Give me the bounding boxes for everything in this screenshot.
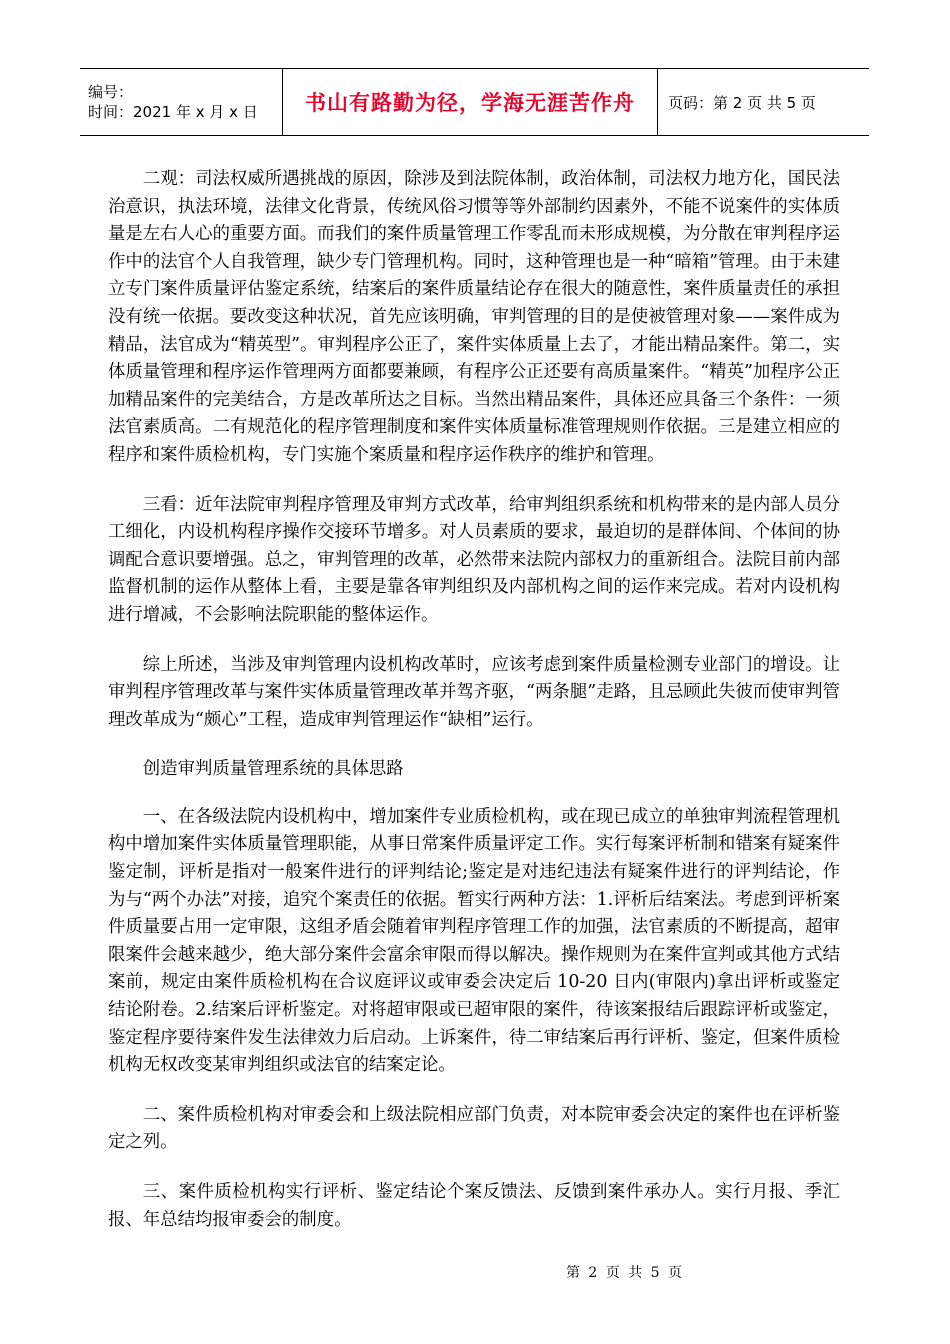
- paragraph-item-2: 二、案件质检机构对审委会和上级法院相应部门负责，对本院审委会决定的案件也在评析鉴定之列。: [108, 1104, 840, 1153]
- section-heading: 创造审判质量管理系统的具体思路: [142, 759, 404, 780]
- header-motto-cell: [283, 69, 658, 135]
- header-page-cell: [658, 69, 869, 135]
- paragraph-summary: 综上所述，当涉及审判管理内设机构改革时，应该考虑到案件质量检测专业部门的增设。让审判程序管理改革与案件实体质量管理改革并驾齐驱，“两条腿”走路，且忌顾此失彼而使审判管理改革成为“颇心”工程，造成审判管理运作“缺相”运行。: [108, 654, 840, 730]
- paragraph-second-view: 二观：司法权威所遇挑战的原因，除涉及到法院体制，政治体制，司法权力地方化，国民法治意识，执法环境，法律文化背景，传统风俗习惯等等外部制约因素外，不能不说案件的实体质量是左右人心的重要方面。而我们的案件质量管理工作零乱而未形成规模，为分散在审判程序运作中的法官个人自我管理，缺少专门管理机构。同时，这种管理也是一种“暗箱”管理。由于未建立专门案件质量评估鉴定系统，结案后的案件质量结论存在很大的随意性，案件质量责任的承担没有统一依据。要改变这种状况，首先应该明确，审判管理的目的是使被管理对象——案件成为精品，法官成为“精英型”。审判程序公正了，案件实体质量上去了，才能出精品案件。第二，实体质量管理和程序运作管理两方面都要兼顾，有程序公正还要有高质量案件。“精英”加程序公正加精品案件的完美结合，方是改革所达之目标。当然出精品案件，具体还应具备三个条件：一须法官素质高。二有规范化的程序管理制度和案件实体质量标准管理规则作依据。三是建立相应的程序和案件质检机构，专门实施个案质量和程序运作秩序的维护和管理。: [108, 169, 840, 465]
- paragraph-third-view: 三看：近年法院审判程序管理及审判方式改革，给审判组织系统和机构带来的是内部人员分工细化，内设机构程序操作交接环节增多。对人员素质的要求，最迫切的是群体间、个体间的协调配合意识要增强。总之，审判管理的改革，必然带来法院内部权力的重新组合。法院目前内部监督机制的运作从整体上看，主要是靠各审判组织及内部机构之间的运作来完成。若对内设机构进行增减，不会影响法院职能的整体运作。: [108, 494, 840, 625]
- page-header: [80, 68, 869, 136]
- document-time-label: 时间：2021 年 x 月 x 日: [88, 103, 258, 121]
- page-footer: 第 2 页 共 5 页: [565, 1265, 685, 1281]
- header-meta: [80, 69, 283, 135]
- paragraph-item-1: 一、在各级法院内设机构中，增加案件专业质检机构，或在现已成立的单独审判流程管理机构中增加案件实体质量管理职能，从事日常案件质量评定工作。实行每案评析制和错案有疑案件鉴定制，评析是指对一般案件进行的评判结论;鉴定是对违纪违法有疑案件进行的评判结论，作为与“两个办法”对接，追究个案责任的依据。暂实行两种方法：1.评析后结案法。考虑到评析案件质量要占用一定审限，这组矛盾会随着审判程序管理工作的加强，法官素质的不断提高，超审限案件会越来越少，绝大部分案件会富余审限而得以解决。操作规则为在案件宣判或其他方式结案前，规定由案件质检机构在合议庭评议或审委会决定后 10-20 日内(审限内)拿出评析或鉴定结论附卷。2.结案后评析鉴定。对将超审限或已超审限的案件，待该案报结后跟踪评析或鉴定，鉴定程序要待案件发生法律效力后启动。上诉案件，待二审结案后再行评析、鉴定，但案件质检机构无权改变某审判组织或法官的结案定论。: [108, 806, 840, 1076]
- header-motto: 书山有路勤为径，学海无涯苦作舟: [305, 91, 635, 115]
- document-number-label: 编号：: [88, 83, 134, 101]
- paragraph-item-3: 三、案件质检机构实行评析、鉴定结论个案反馈法、反馈到案件承办人。实行月报、季汇报、年总结均报审委会的制度。: [108, 1182, 840, 1230]
- header-page-label: 页码：第 2 页 共 5 页: [668, 93, 816, 112]
- document-body: [108, 166, 840, 1256]
